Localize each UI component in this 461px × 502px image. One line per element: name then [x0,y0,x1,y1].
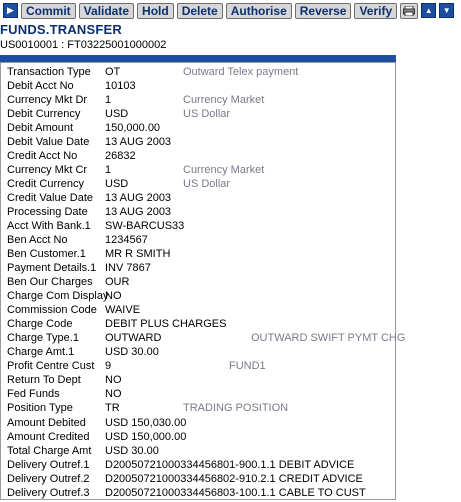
field-label: Payment Details.1 [7,262,97,275]
field-row [1,220,395,234]
field-row [1,374,395,388]
field-value: WAIVE [105,304,141,317]
field-row [1,417,395,431]
verify-button[interactable]: Verify [354,3,397,19]
field-value: 1 [105,164,112,177]
authorise-button[interactable]: Authorise [226,3,292,19]
field-label: Credit Currency [7,178,85,191]
field-value: 13 AUG 2003 [105,136,172,149]
field-label: Position Type [7,402,73,415]
print-icon[interactable] [400,3,418,19]
field-label: Processing Date [7,206,88,219]
field-enrichment: FUND1 [229,360,266,373]
field-row [1,402,395,416]
field-enrichment: Outward Telex payment [183,66,299,78]
field-row [1,445,395,459]
field-label: Charge Code [7,318,73,331]
field-label: Total Charge Amt [7,444,92,457]
field-row [1,66,395,80]
field-value: MR R SMITH [105,248,171,261]
field-row [1,136,395,150]
field-label: Fed Funds [7,388,60,401]
field-value: DEBIT PLUS CHARGES [105,318,227,331]
field-label: Credit Value Date [7,192,94,205]
field-value: 13 AUG 2003 [105,206,172,219]
field-enrichment: TRADING POSITION [183,402,289,415]
field-value: 1234567 [105,234,148,247]
field-label: Commission Code [7,304,97,317]
field-value: USD [105,178,129,191]
field-row [1,473,395,487]
field-row [1,262,395,276]
field-enrichment: US Dollar [183,108,231,121]
record-fields-panel [0,62,406,500]
field-value: 26832 [105,150,136,163]
field-row [1,487,395,501]
field-row [1,290,395,304]
field-label: Debit Value Date [7,136,90,149]
field-row [1,94,395,108]
field-row [1,388,395,402]
field-row [1,122,395,136]
field-label: Debit Currency [7,108,81,121]
field-row [1,80,395,94]
field-label: Currency Mkt Cr [7,164,88,177]
field-label: Delivery Outref.1 [7,458,90,471]
field-value: D20050721000334456802-910.2.1 CREDIT ADVICE [105,472,363,485]
field-label: Delivery Outref.3 [7,486,90,499]
field-value: USD 30.00 [105,346,159,359]
play-icon[interactable]: ▶ [3,3,18,18]
field-value: 1 [105,94,112,107]
field-label: Credit Acct No [7,150,78,163]
hold-button[interactable]: Hold [137,3,174,19]
scroll-up-icon[interactable]: ▲ [421,3,436,18]
scroll-down-icon[interactable]: ▼ [439,3,454,18]
field-label: Debit Amount [7,122,74,135]
field-label: Charge Com Display [7,290,109,303]
reverse-button[interactable]: Reverse [295,3,352,19]
field-row [1,108,395,122]
field-label: Profit Centre Cust [7,360,95,373]
field-row [1,360,395,374]
field-label: Debit Acct No [7,80,74,93]
field-row [1,459,395,473]
toolbar [0,0,461,21]
field-label: Acct With Bank.1 [7,220,91,233]
record-id: US0010001 : FT03225001000002 [0,39,167,51]
field-row [1,206,395,220]
field-value: TR [105,402,120,415]
field-row [1,234,395,248]
field-label: Ben Customer.1 [7,248,86,261]
field-value: D20050721000334456801-900.1.1 DEBIT ADVICE [105,458,355,471]
field-row [1,276,395,290]
field-value: USD 150,000.00 [105,430,187,443]
field-value: SW-BARCUS33 [105,220,185,233]
field-value: NO [105,290,122,303]
field-enrichment: US Dollar [183,178,231,191]
field-value: NO [105,388,122,401]
field-row [1,178,395,192]
delete-button[interactable]: Delete [177,3,223,19]
field-enrichment: Currency Market [183,94,265,107]
field-row [1,332,406,346]
commit-button[interactable]: Commit [21,3,76,19]
field-label: Return To Dept [7,374,81,387]
field-row [1,150,395,164]
field-label: Currency Mkt Dr [7,94,88,107]
field-value: OUR [105,276,130,289]
field-label: Charge Type.1 [7,332,79,345]
field-label: Transaction Type [7,66,91,78]
field-label: Delivery Outref.2 [7,472,90,485]
field-value: 9 [105,360,112,373]
field-row [1,164,395,178]
field-row [1,248,395,262]
field-value: 13 AUG 2003 [105,192,172,205]
field-value: NO [105,374,122,387]
field-value: OUTWARD [105,332,162,345]
header-divider [0,55,396,62]
field-enrichment: OUTWARD SWIFT PYMT CHG [251,332,406,345]
field-value: USD 30.00 [105,444,159,457]
application-title: FUNDS.TRANSFER [0,22,122,37]
field-label: Amount Credited [7,430,90,443]
field-label: Ben Our Charges [7,276,93,289]
field-enrichment: Currency Market [183,164,265,177]
field-value: INV 7867 [105,262,151,275]
field-value: D20050721000334456803-100.1.1 CABLE TO CUST [105,486,366,499]
validate-button[interactable]: Validate [79,3,134,19]
field-row [1,192,395,206]
field-row [1,346,395,360]
field-value: USD [105,108,129,121]
field-value: 150,000.00 [105,122,161,135]
field-value: 10103 [105,80,136,93]
field-label: Amount Debited [7,416,86,429]
field-value: USD 150,030.00 [105,416,187,429]
field-row [1,304,395,318]
field-row [1,318,395,332]
field-label: Charge Amt.1 [7,346,75,359]
field-label: Ben Acct No [7,234,68,247]
field-row [1,431,395,445]
field-value: OT [105,66,121,78]
